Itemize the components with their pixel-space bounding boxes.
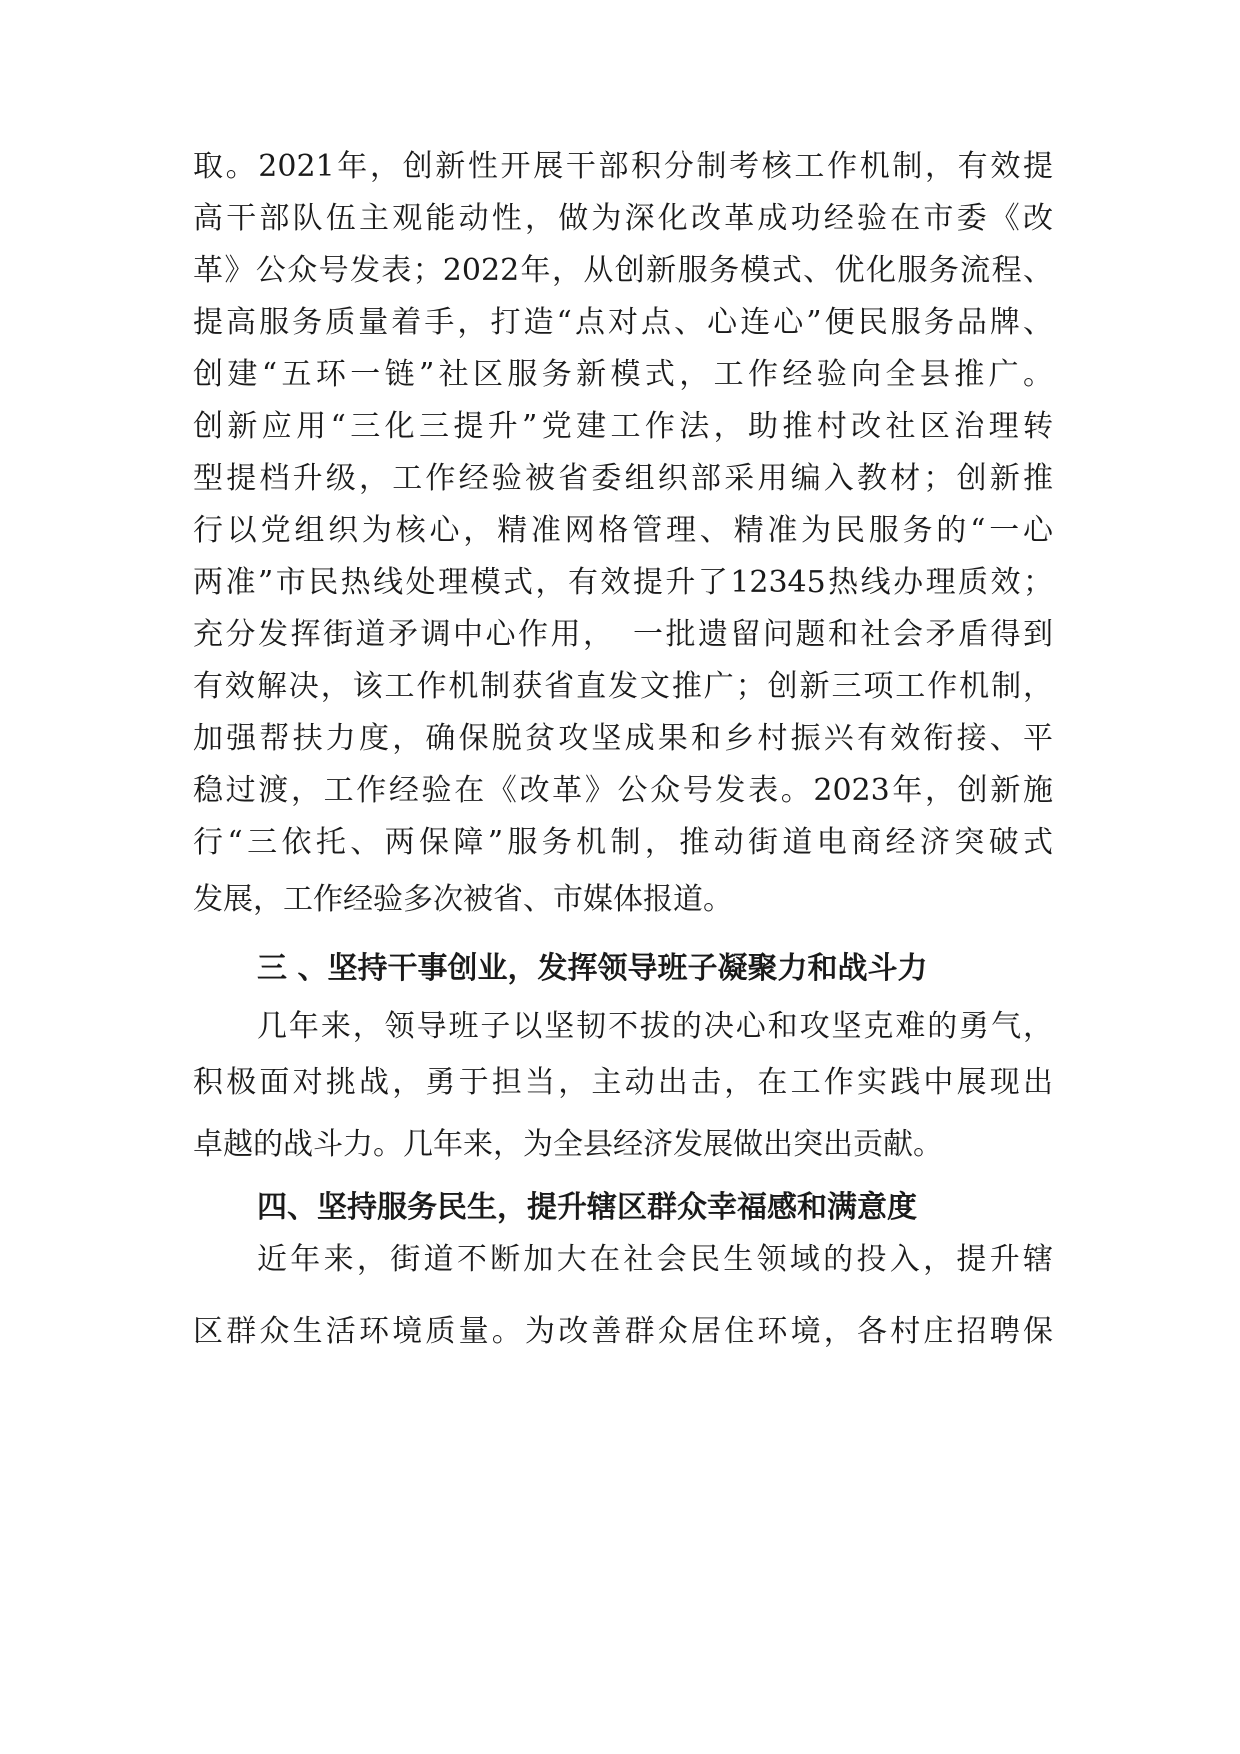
body-line: 发展，工作经验多次被省、市媒体报道。 bbox=[193, 882, 733, 917]
section-heading-3: 三 、坚持干事创业，发挥领导班子凝聚力和战斗力 bbox=[257, 951, 928, 986]
section-heading-4: 四、坚持服务民生，提升辖区群众幸福感和满意度 bbox=[257, 1190, 917, 1225]
body-line: 行以党组织为核心，精准网格管理、精准为民服务的“一心 bbox=[193, 513, 1053, 548]
body-line: 卓越的战斗力。几年来，为全县经济发展做出突出贡献。 bbox=[193, 1127, 943, 1162]
body-line: 创新应用“三化三提升”党建工作法，助推村改社区治理转 bbox=[193, 409, 1053, 444]
body-line: 取。2021年，创新性开展干部积分制考核工作机制，有效提 bbox=[193, 149, 1053, 184]
body-line: 加强帮扶力度，确保脱贫攻坚成果和乡村振兴有效衔接、平 bbox=[193, 721, 1053, 756]
body-line: 几年来，领导班子以坚韧不拔的决心和攻坚克难的勇气， bbox=[257, 1009, 1053, 1044]
body-line: 革》公众号发表；2022年，从创新服务模式、优化服务流程、 bbox=[193, 253, 1053, 288]
body-line: 高干部队伍主观能动性，做为深化改革成功经验在市委《改 bbox=[193, 201, 1053, 236]
body-line: 近年来，街道不断加大在社会民生领域的投入，提升辖 bbox=[257, 1242, 1053, 1277]
body-line: 提高服务质量着手，打造“点对点、心连心”便民服务品牌、 bbox=[193, 305, 1053, 340]
body-line: 积极面对挑战，勇于担当，主动出击，在工作实践中展现出 bbox=[193, 1065, 1053, 1100]
body-line: 充分发挥街道矛调中心作用， 一批遗留问题和社会矛盾得到 bbox=[193, 617, 1053, 652]
body-line: 稳过渡，工作经验在《改革》公众号发表。2023年，创新施 bbox=[193, 773, 1053, 808]
body-line: 区群众生活环境质量。为改善群众居住环境，各村庄招聘保 bbox=[193, 1314, 1053, 1349]
body-line: 两准”市民热线处理模式，有效提升了12345热线办理质效； bbox=[193, 565, 1053, 600]
body-line: 型提档升级，工作经验被省委组织部采用编入教材；创新推 bbox=[193, 461, 1053, 496]
body-line: 行“三依托、两保障”服务机制，推动街道电商经济突破式 bbox=[193, 825, 1053, 860]
body-line: 有效解决，该工作机制获省直发文推广；创新三项工作机制， bbox=[193, 669, 1053, 704]
body-line: 创建“五环一链”社区服务新模式，工作经验向全县推广。 bbox=[193, 357, 1053, 392]
